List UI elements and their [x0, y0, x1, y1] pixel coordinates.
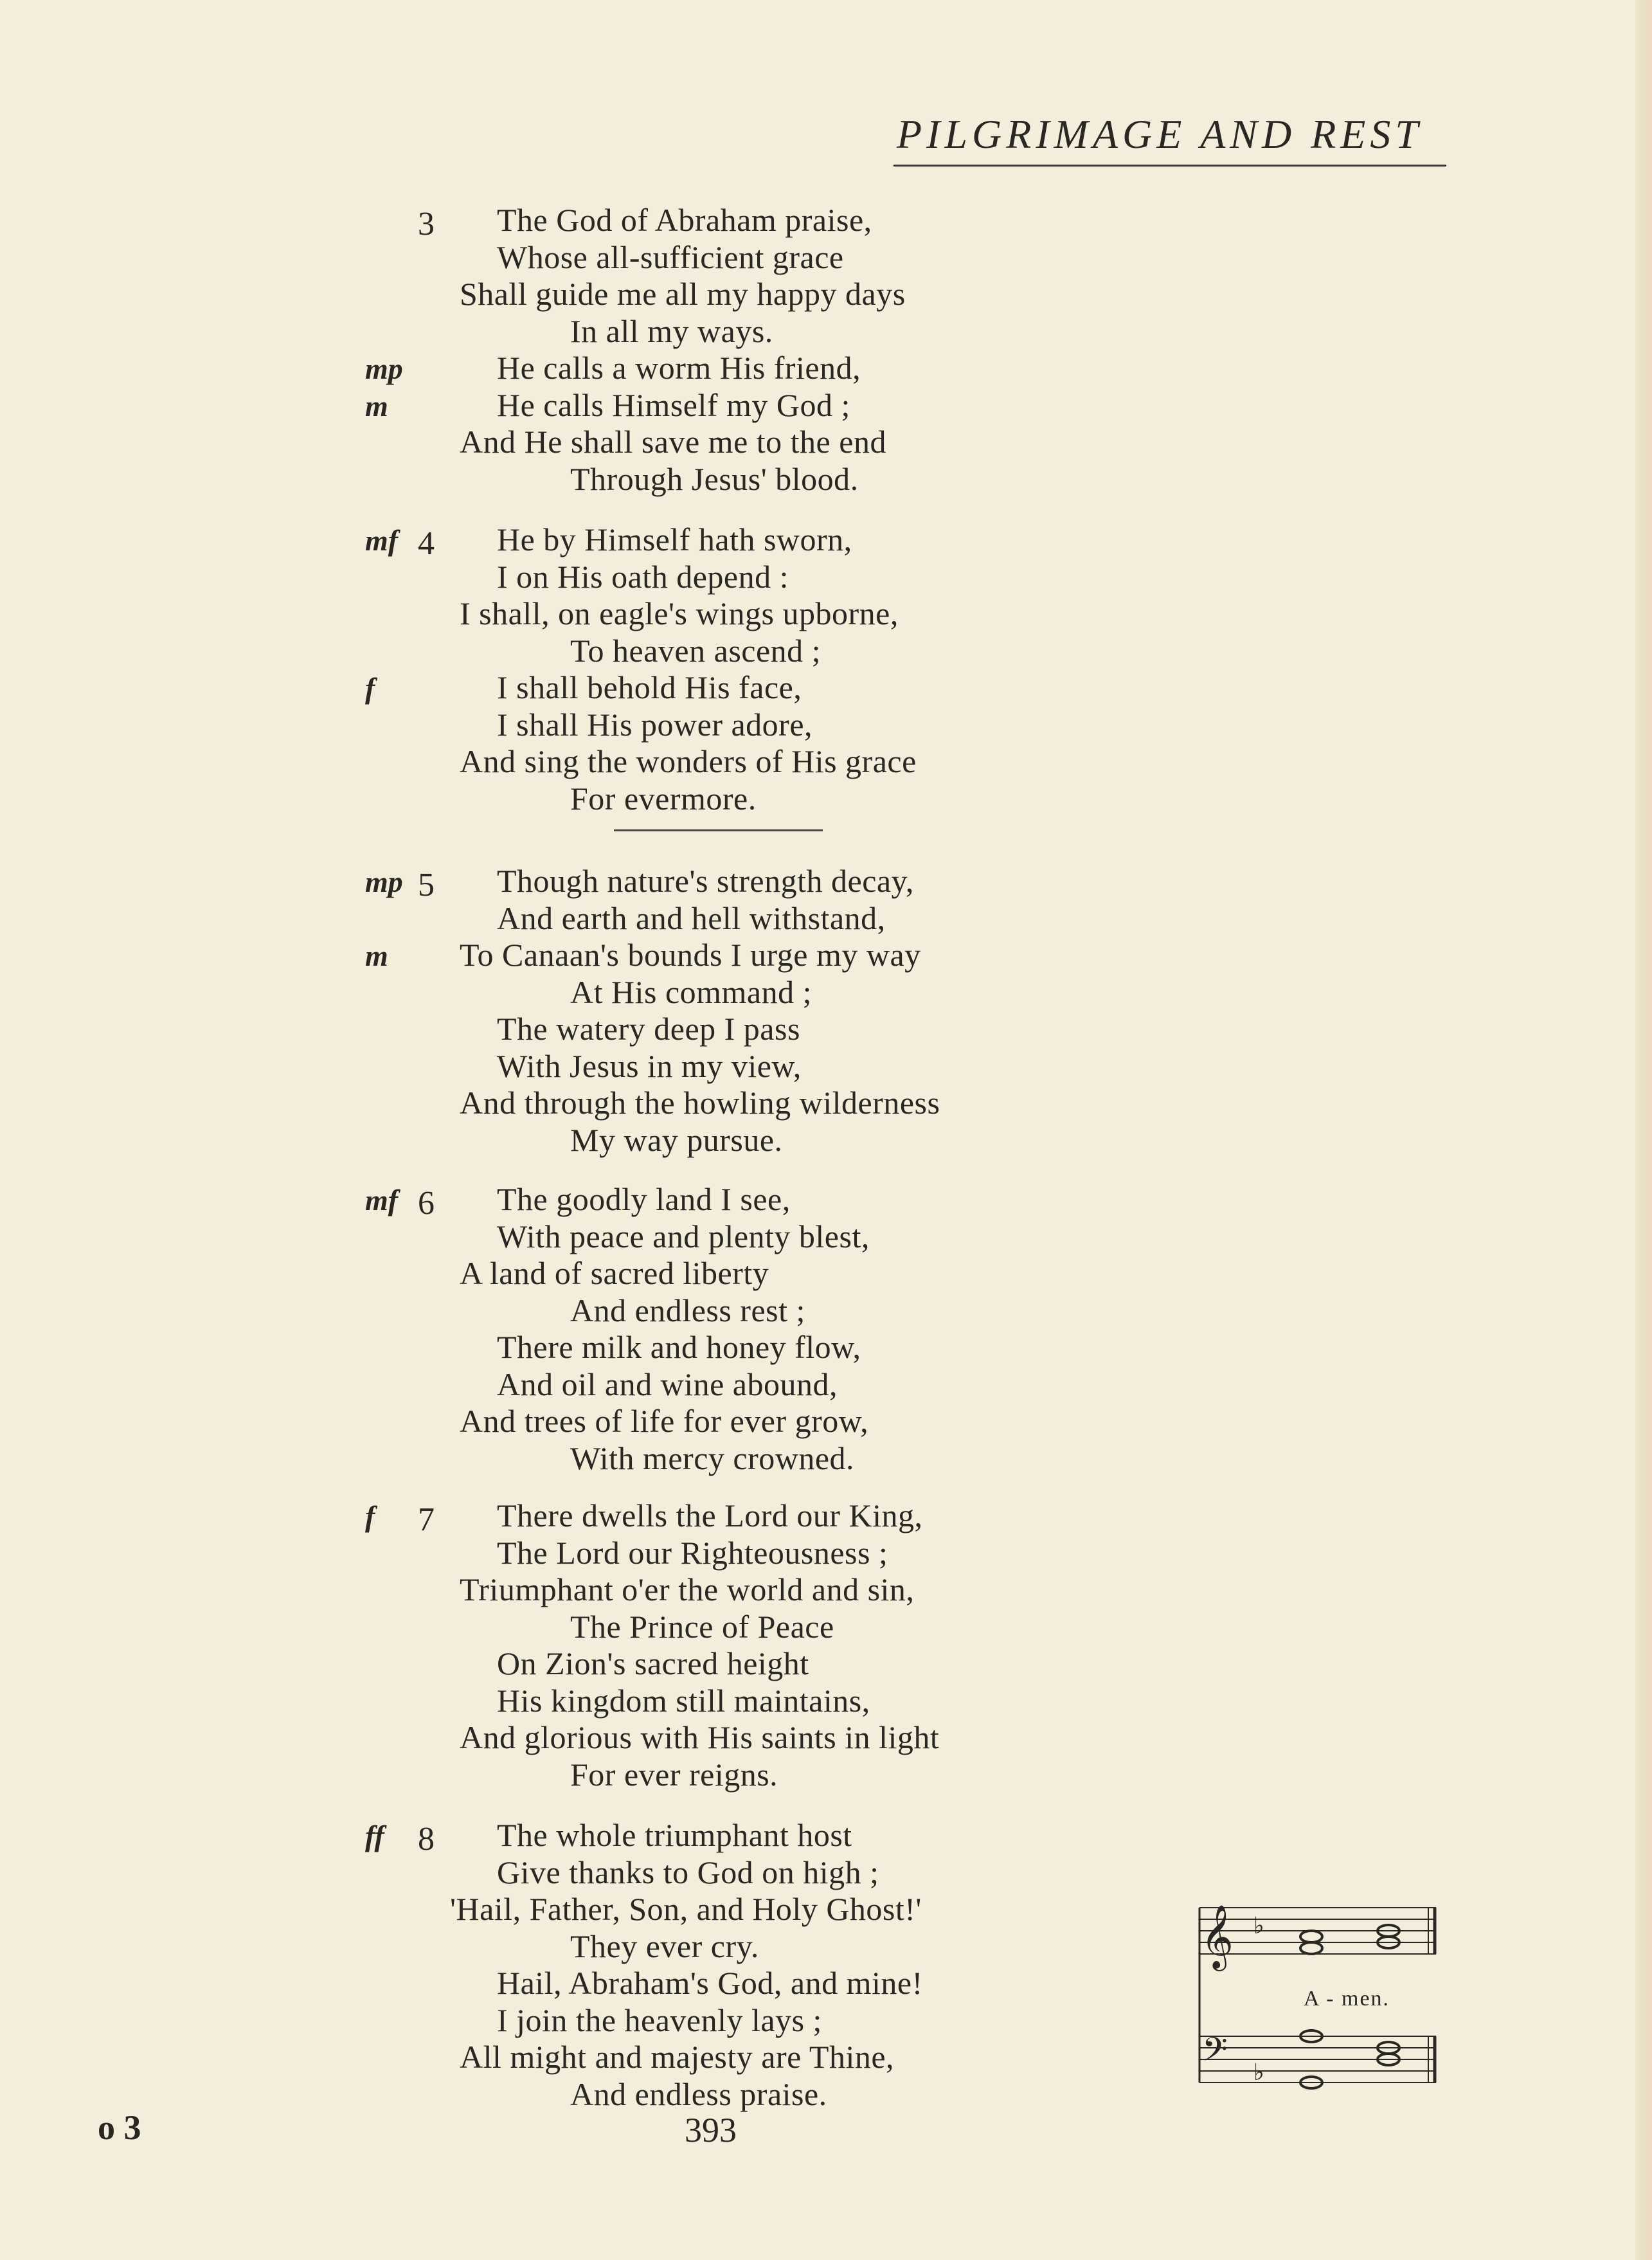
verse-line: For ever reigns.	[570, 1756, 778, 1793]
dynamic-marking: f	[365, 672, 375, 705]
verse-line: With mercy crowned.	[570, 1440, 855, 1476]
page-number: 393	[685, 2111, 737, 2149]
verse-line: All might and majesty are Thine,	[460, 2039, 895, 2075]
verse-line: The Prince of Peace	[570, 1608, 834, 1645]
verse-line: Whose all-sufficient grace	[497, 239, 844, 275]
verse-line: And endless rest ;	[570, 1292, 805, 1328]
verse-line: The God of Abraham praise,	[497, 202, 872, 238]
dynamic-marking: ff	[365, 1820, 384, 1852]
verse-line: And earth and hell withstand,	[497, 899, 886, 936]
verse-line: I join the heavenly lays ;	[497, 2002, 822, 2038]
dynamic-marking: m	[365, 389, 388, 422]
verse-line: And glorious with His saints in light	[460, 1719, 940, 1755]
verse-line: He calls a worm His friend,	[497, 350, 861, 386]
verse-number: 7	[418, 1501, 435, 1538]
flat-icon: ♭	[1253, 2059, 1264, 2086]
dynamic-marking: mp	[365, 352, 403, 385]
verse-number: 4	[418, 525, 435, 562]
dynamic-marking: mp	[365, 865, 403, 898]
header-rule	[893, 165, 1446, 167]
dynamic-marking: mf	[365, 524, 399, 557]
verse-line: On Zion's sacred height	[497, 1645, 809, 1681]
verse-line: The goodly land I see,	[497, 1181, 791, 1217]
verse-line: Through Jesus' blood.	[570, 460, 859, 497]
verse-line: Though nature's strength decay,	[497, 863, 914, 899]
verse-line: I shall, on eagle's wings upborne,	[460, 595, 899, 631]
verse-line: And oil and wine abound,	[497, 1366, 838, 1402]
dynamic-marking: m	[365, 939, 388, 972]
verse-line: And through the howling wilderness	[460, 1085, 940, 1121]
verse-line: The whole triumphant host	[497, 1817, 852, 1853]
verse-line: Triumphant o'er the world and sin,	[460, 1571, 915, 1607]
verse-line: The Lord our Righteousness ;	[497, 1534, 888, 1571]
verse-number: 5	[418, 867, 435, 903]
verse-line: There milk and honey flow,	[497, 1329, 861, 1365]
verse-line: The watery deep I pass	[497, 1011, 800, 1047]
page-edge	[1635, 0, 1652, 2260]
treble-clef-icon: 𝄞	[1201, 1904, 1234, 1969]
verse-line: I shall His power adore,	[497, 706, 813, 743]
verse-line: For evermore.	[570, 780, 757, 817]
verse-line: A land of sacred liberty	[460, 1255, 769, 1291]
verse-line: With peace and plenty blest,	[497, 1218, 870, 1254]
verse-line: At His command ;	[570, 973, 813, 1010]
running-header: PILGRIMAGE AND REST	[897, 111, 1423, 157]
verse-line: They ever cry.	[570, 1928, 759, 1964]
verse-line: There dwells the Lord our King,	[497, 1497, 923, 1533]
verse-number: 6	[418, 1185, 435, 1222]
verse-line: Give thanks to God on high ;	[497, 1854, 879, 1890]
verse-line: To heaven ascend ;	[570, 632, 822, 669]
verse-number: 8	[418, 1821, 435, 1858]
verse-line: Hail, Abraham's God, and mine!	[497, 1965, 923, 2001]
verse-number: 3	[418, 206, 435, 242]
verse-line: He by Himself hath sworn,	[497, 521, 852, 557]
verse-line: In all my ways.	[570, 312, 773, 349]
verse-line: He calls Himself my God ;	[497, 386, 850, 423]
dynamic-marking: f	[365, 1500, 375, 1533]
verse-line: My way pursue.	[570, 1121, 783, 1158]
section-divider	[614, 829, 823, 831]
verse-line: I shall behold His face,	[497, 669, 802, 705]
verse-line: 'Hail, Father, Son, and Holy Ghost!'	[450, 1891, 922, 1927]
verse-line: And He shall save me to the end	[460, 424, 886, 460]
signature-mark: o 3	[98, 2108, 141, 2147]
verse-line: And trees of life for ever grow,	[460, 1403, 869, 1439]
verse-line: And sing the wonders of His grace	[460, 743, 917, 779]
verse-line: Shall guide me all my happy days	[460, 276, 906, 312]
flat-icon: ♭	[1253, 1913, 1264, 1939]
verse-line: To Canaan's bounds I urge my way	[460, 937, 921, 973]
verse-line: With Jesus in my view,	[497, 1047, 802, 1084]
dynamic-marking: mf	[365, 1184, 399, 1216]
verse-line: His kingdom still maintains,	[497, 1682, 870, 1719]
verse-line: I on His oath depend :	[497, 558, 789, 595]
final-barline	[1428, 1908, 1435, 2083]
amen-label: A - men.	[1304, 1987, 1390, 2011]
verse-line: And endless praise.	[570, 2075, 827, 2112]
bass-clef-icon: 𝄢	[1202, 2030, 1228, 2077]
